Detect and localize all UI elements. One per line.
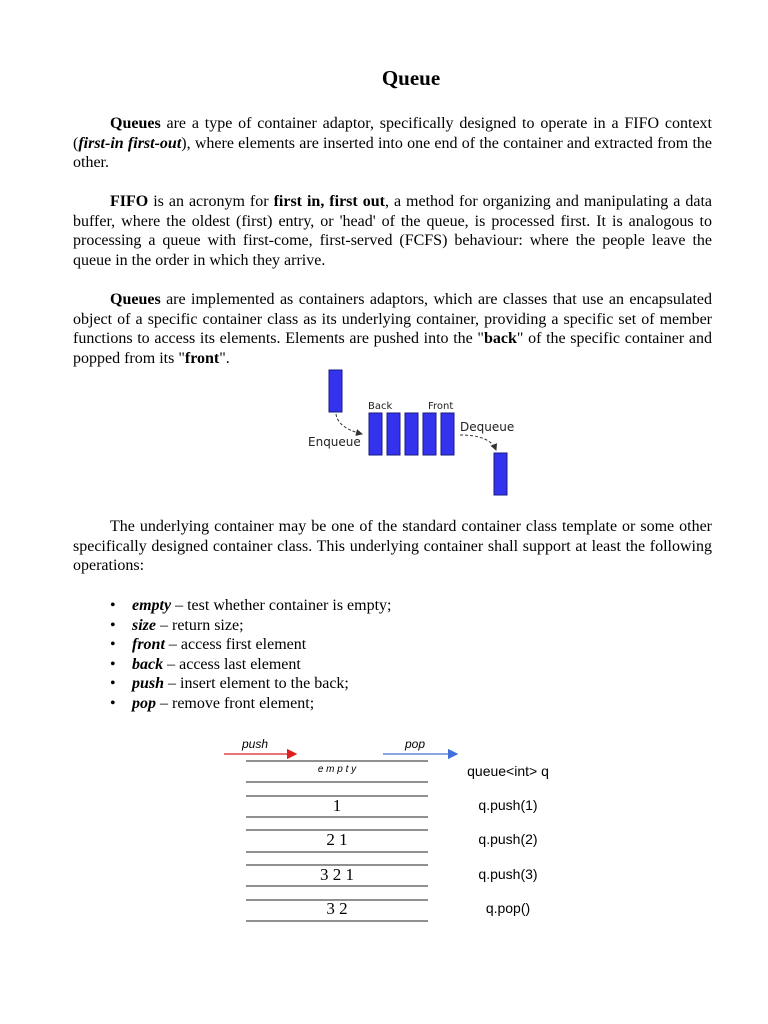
- list-item: [110, 616, 391, 636]
- text: The underlying container may be one of the standard container class template or some other specifically designed container class. This underlying container shall support at least the following operations:: [73, 518, 712, 574]
- bullet: •: [110, 655, 116, 673]
- text: ".: [219, 349, 230, 367]
- bullet: •: [110, 597, 116, 614]
- bullet: •: [110, 694, 116, 712]
- operation-name: push: [132, 675, 165, 693]
- term-queues: Queues: [110, 115, 161, 132]
- list-item: [110, 655, 391, 675]
- operation-desc: – test whether container is empty;: [171, 597, 392, 614]
- operation-desc: – insert element to the back;: [164, 675, 349, 693]
- enqueue-arrow: [336, 414, 362, 434]
- queue-slot-box: [423, 413, 436, 455]
- queue-slot-box: [369, 413, 382, 455]
- term-back: back: [483, 330, 517, 347]
- paragraph-implementation: [73, 290, 712, 368]
- text: , a method for organizing and manipulating a data buffer, where the oldest (first) entry, or 'head' of the queue, is processed first. It is analogous to processing a queue with first-come, first-served (FCFS) behaviour: where the people leave the queue in the order in which they arrive.: [73, 193, 712, 269]
- page-title: Queue: [381, 66, 441, 90]
- queue-diagram: [300, 366, 530, 500]
- text: ), where elements are inserted into one end of the container and extracted from the other.: [73, 134, 713, 171]
- list-item: [110, 694, 391, 714]
- text: is an acronym for: [148, 193, 274, 210]
- dequeue-element-box: [494, 453, 507, 495]
- paragraph-underlying-container: [73, 517, 712, 576]
- operation-name: empty: [132, 597, 172, 614]
- stack-state: e m p t y: [317, 764, 357, 775]
- stack-state: 1: [332, 796, 342, 815]
- code-statement: q.push(2): [478, 831, 538, 847]
- stack-state: 3 2: [326, 899, 348, 918]
- stack-state: 3 2 1: [320, 865, 354, 884]
- text: are implemented as containers adaptors, which are classes that use an encapsulated object of a specific container class as its underlying container, providing a specific set of member functions to access its elements. Elements are pushed into the ": [73, 291, 712, 347]
- back-label: Back: [368, 401, 393, 412]
- pop-label: pop: [405, 737, 426, 751]
- bullet: •: [110, 636, 116, 654]
- operation-name: front: [132, 636, 165, 654]
- enqueue-element-box: [329, 370, 342, 412]
- paragraph-queues-intro: [73, 114, 712, 173]
- term-front: front: [184, 349, 220, 367]
- queue-slot-box: [405, 413, 418, 455]
- code-statement: q.push(3): [478, 866, 538, 882]
- term-queues: Queues: [110, 291, 161, 308]
- list-item: [110, 596, 392, 616]
- operation-name: back: [132, 655, 164, 673]
- bullet: •: [110, 675, 116, 693]
- list-item: [110, 635, 391, 655]
- queue-slot-box: [441, 413, 454, 455]
- code-statement: q.push(1): [478, 797, 538, 813]
- code-statement: q.pop(): [485, 900, 531, 916]
- term-fifo-expanded: first-in first-out: [78, 134, 182, 152]
- text: are a type of container adaptor, specifically designed to operate in a FIFO context (: [73, 115, 712, 152]
- operation-desc: – access first element: [164, 636, 307, 654]
- dequeue-label: Dequeue: [460, 420, 515, 434]
- push-label: push: [242, 737, 269, 751]
- front-label: Front: [428, 401, 454, 412]
- code-statement: queue<int> q: [467, 763, 549, 779]
- operations-list: [110, 596, 392, 714]
- operation-desc: – return size;: [156, 616, 244, 634]
- operation-desc: – access last element: [163, 655, 301, 673]
- bullet: •: [110, 616, 116, 634]
- term-first-in-first-out: first in, first out: [273, 193, 385, 210]
- list-item: [110, 674, 391, 694]
- operation-name: size: [132, 616, 156, 634]
- queue-slot-box: [387, 413, 400, 455]
- paragraph-fifo: [73, 192, 712, 270]
- dequeue-arrow: [460, 435, 496, 450]
- enqueue-label: Enqueue: [308, 435, 361, 449]
- stack-state: 2 1: [326, 830, 348, 849]
- term-fifo: FIFO: [110, 193, 149, 210]
- operation-name: pop: [132, 694, 156, 712]
- text: " of the specific container and popped from its ": [73, 330, 713, 367]
- operation-desc: – remove front element;: [156, 694, 315, 712]
